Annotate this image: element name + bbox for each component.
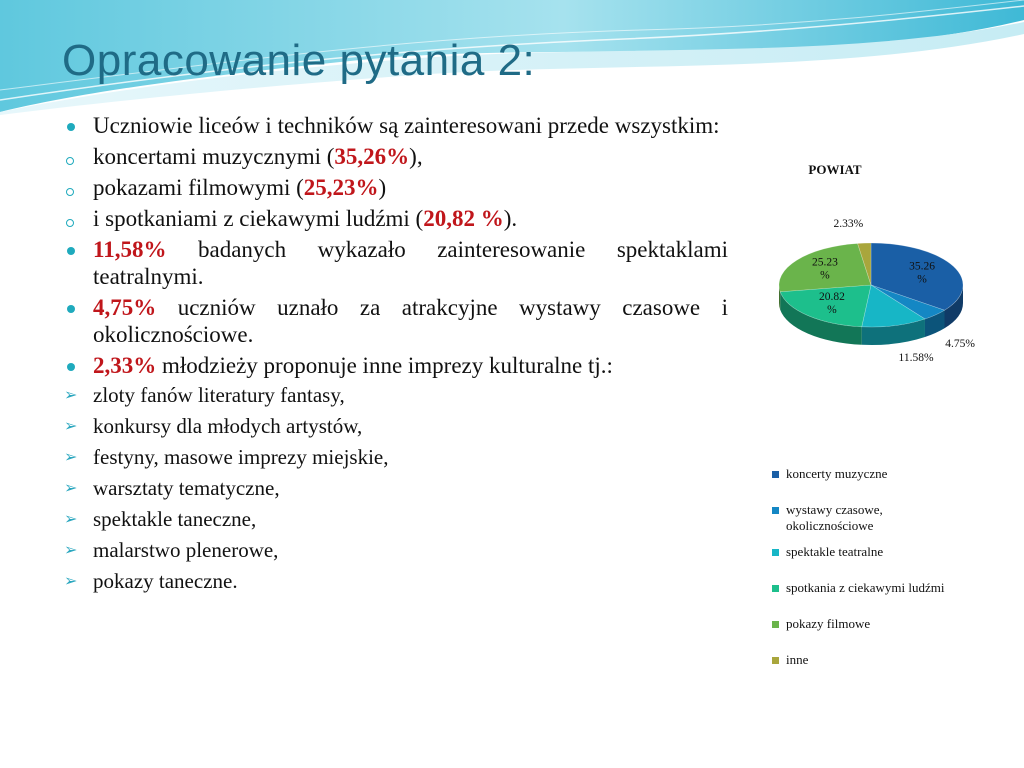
slide-title: Opracowanie pytania 2: [62, 36, 536, 85]
pie-data-label: 2.33% [833, 218, 864, 231]
legend-swatch [772, 507, 779, 514]
pie-data-label: 25.23 % [812, 256, 838, 282]
sub-list-item [62, 414, 728, 439]
arrow-bullet-icon: ➢ [64, 449, 78, 466]
sub-list-item [62, 507, 728, 532]
arrow-bullet-icon: ➢ [64, 418, 78, 435]
sub-list-text: pokazy taneczne. [93, 569, 238, 593]
legend-label [786, 502, 883, 533]
pie-chart [748, 150, 1008, 390]
bullet-percentage: 11,58% [93, 237, 167, 262]
bullet-item [62, 143, 728, 170]
legend-item [772, 466, 1012, 482]
bullet-item [62, 174, 728, 201]
bullet-text [93, 294, 728, 348]
chart-legend [772, 466, 1012, 668]
legend-label: inne [786, 652, 809, 667]
bullet-text-post: uczniów uznało za atrakcyjne wystawy czasowe i okolicznościowe. [93, 295, 728, 347]
sub-list-item [62, 538, 728, 563]
legend-label: pokazy filmowe [786, 616, 871, 631]
bullet-text-post: młodzieży proponuje inne imprezy kulturalne tj.: [156, 353, 613, 378]
sub-list-text: konkursy dla młodych artystów, [93, 414, 363, 438]
legend-label: koncerty muzyczne [786, 466, 888, 481]
legend-item [772, 616, 1012, 632]
bullet-item [62, 112, 728, 139]
bullet-item [62, 294, 728, 348]
sub-list-text: malarstwo plenerowe, [93, 538, 279, 562]
bullet-text [93, 112, 728, 139]
bullet-text-post: badanych wykazało zainteresowanie spektaklami teatralnymi. [93, 237, 728, 289]
sub-list-text: warsztaty tematyczne, [93, 476, 280, 500]
legend-label-line: wystawy czasowe, [786, 502, 883, 517]
arrow-bullet-icon: ➢ [64, 511, 78, 528]
legend-swatch [772, 471, 779, 478]
sub-list-item [62, 476, 728, 501]
arrow-bullet-icon: ➢ [64, 387, 78, 404]
bullet-text [93, 352, 728, 379]
bullet-text-post: ). [503, 206, 518, 231]
bullet-percentage: 20,82 % [423, 206, 504, 231]
bullet-text [93, 236, 728, 290]
arrow-bullet-icon: ➢ [64, 480, 78, 497]
sub-list-text: festyny, masowe imprezy miejskie, [93, 445, 389, 469]
bullet-text [93, 205, 728, 232]
bullet-percentage: 2,33% [93, 353, 157, 378]
legend-swatch [772, 585, 779, 592]
legend-item [772, 652, 1012, 668]
bullet-text-post: Uczniowie liceów i techników są zainteresowani przede wszystkim: [93, 113, 720, 138]
bullet-percentage: 35,26% [334, 144, 410, 169]
legend-label-line: okolicznościowe [786, 518, 874, 533]
legend-swatch [772, 657, 779, 664]
legend-item [772, 544, 1012, 560]
legend-item [772, 502, 1012, 534]
pie-data-label: 4.75% [945, 337, 975, 350]
legend-label: spektakle teatralne [786, 544, 884, 559]
arrow-bullet-icon: ➢ [64, 573, 78, 590]
bullet-item [62, 352, 728, 379]
sub-list-text: spektakle taneczne, [93, 507, 257, 531]
bullet-text-post: ) [378, 175, 387, 200]
sub-list-item [62, 445, 728, 470]
bullet-text [93, 174, 728, 201]
arrow-bullet-icon: ➢ [64, 542, 78, 559]
bullet-item [62, 205, 728, 232]
bullet-text-post: ), [409, 144, 423, 169]
legend-swatch [772, 621, 779, 628]
sub-list-text: zloty fanów literatury fantasy, [93, 383, 345, 407]
slide-body [62, 112, 728, 600]
legend-label: spotkania z ciekawymi ludźmi [786, 580, 945, 595]
bullet-item [62, 236, 728, 290]
sub-list-item [62, 569, 728, 594]
bullet-percentage: 25,23% [303, 175, 379, 200]
pie-data-label: 11.58% [898, 352, 934, 365]
bullet-text-pre: koncertami muzycznymi ( [93, 144, 335, 169]
legend-swatch [772, 549, 779, 556]
bullet-text-pre: i spotkaniami z ciekawymi ludźmi ( [93, 206, 424, 231]
sub-list-item [62, 383, 728, 408]
bullet-text [93, 143, 728, 170]
bullet-percentage: 4,75% [93, 295, 157, 320]
pie-data-label: 20.82 % [818, 290, 845, 316]
pie-data-label: 35.26 % [909, 260, 935, 286]
bullet-text-pre: pokazami filmowymi ( [93, 175, 304, 200]
legend-item [772, 580, 1012, 596]
chart-title: POWIAT [808, 162, 862, 177]
